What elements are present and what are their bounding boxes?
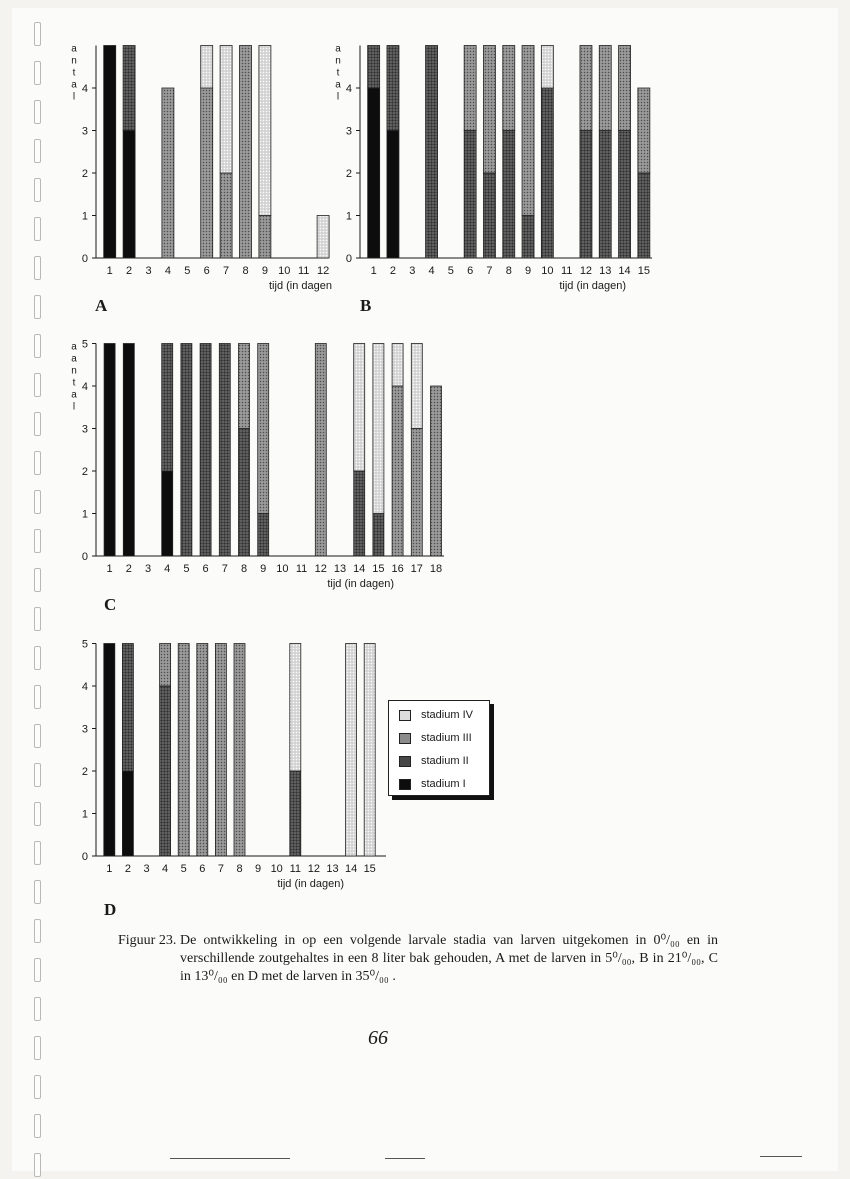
y-tick-label: 4 bbox=[81, 83, 88, 95]
binder-hole bbox=[34, 724, 41, 748]
chart-a-svg bbox=[62, 30, 352, 300]
bar-segment-stadium-ii bbox=[387, 46, 399, 131]
bar-segment-stadium-iii bbox=[197, 644, 208, 857]
binder-hole bbox=[34, 997, 41, 1021]
binder-hole bbox=[34, 1114, 41, 1138]
x-tick-label: 8 bbox=[240, 563, 248, 575]
binder-hole bbox=[34, 841, 41, 865]
bar-segment-stadium-ii bbox=[541, 88, 553, 258]
y-axis-label-char: t bbox=[72, 377, 76, 389]
bar-segment-stadium-iii bbox=[162, 88, 174, 258]
y-axis-label-char: l bbox=[72, 91, 76, 103]
y-axis-label-char: a bbox=[71, 341, 77, 353]
x-tick-label: 7 bbox=[221, 563, 228, 575]
x-tick-label: 14 bbox=[353, 563, 366, 575]
binder-hole bbox=[34, 373, 41, 397]
x-tick-label: 15 bbox=[637, 265, 650, 277]
y-tick-label: 0 bbox=[81, 851, 88, 863]
chart-b-svg bbox=[326, 30, 656, 300]
x-tick-label: 10 bbox=[270, 863, 283, 875]
x-tick-label: 2 bbox=[125, 563, 132, 575]
y-axis-label-char: n bbox=[335, 55, 341, 67]
bottom-rule-mid bbox=[385, 1158, 425, 1159]
x-tick-label: 10 bbox=[278, 265, 291, 277]
panel-label-d: D bbox=[104, 900, 117, 919]
bar-segment-stadium-i bbox=[104, 344, 115, 557]
bar-segment-stadium-iv bbox=[346, 644, 357, 857]
bar-segment-stadium-ii bbox=[162, 344, 173, 472]
x-tick-label: 14 bbox=[618, 265, 631, 277]
bar-segment-stadium-ii bbox=[123, 46, 135, 131]
bar-segment-stadium-ii bbox=[368, 46, 380, 89]
x-tick-label: 7 bbox=[217, 863, 224, 875]
x-tick-label: 18 bbox=[429, 563, 443, 575]
x-tick-label: 6 bbox=[199, 863, 206, 875]
bar-segment-stadium-i bbox=[387, 131, 399, 259]
binder-hole bbox=[34, 607, 41, 631]
x-tick-label: 8 bbox=[236, 863, 243, 875]
y-axis-label-char: a bbox=[335, 43, 341, 55]
bar-segment-stadium-iii bbox=[464, 46, 476, 131]
binder-hole bbox=[34, 22, 41, 46]
panel-label-c: C bbox=[104, 595, 117, 614]
bar-segment-stadium-ii bbox=[181, 344, 192, 557]
x-tick-label: 3 bbox=[143, 863, 150, 875]
binder-hole bbox=[34, 802, 41, 826]
x-tick-label: 5 bbox=[183, 563, 190, 575]
chart-panel-a bbox=[62, 30, 352, 300]
bar-segment-stadium-iii bbox=[580, 46, 592, 131]
x-tick-label: 11 bbox=[297, 265, 310, 277]
x-tick-label: 1 bbox=[106, 563, 113, 575]
bar-segment-stadium-iii bbox=[431, 386, 442, 556]
page-number: 66 bbox=[368, 1027, 388, 1049]
x-tick-label: 9 bbox=[261, 265, 268, 277]
x-tick-label: 12 bbox=[307, 863, 321, 875]
binder-hole bbox=[34, 256, 41, 280]
y-tick-label: 3 bbox=[345, 125, 352, 138]
y-tick-label: 3 bbox=[81, 723, 88, 736]
bar-segment-stadium-iii bbox=[619, 46, 631, 131]
bar-segment-stadium-iii bbox=[240, 46, 252, 259]
x-axis-label: tijd (in dagen) bbox=[327, 578, 394, 590]
binder-hole bbox=[34, 178, 41, 202]
binder-hole bbox=[34, 61, 41, 85]
chart-d-svg bbox=[62, 630, 402, 900]
y-tick-label: 5 bbox=[81, 338, 88, 351]
bar-segment-stadium-ii bbox=[426, 46, 438, 259]
x-tick-label: 11 bbox=[560, 265, 573, 277]
y-tick-label: 3 bbox=[81, 423, 88, 436]
bar-segment-stadium-iii bbox=[259, 216, 271, 259]
x-tick-label: 2 bbox=[126, 265, 133, 277]
x-tick-label: 17 bbox=[410, 563, 423, 575]
y-tick-label: 4 bbox=[81, 681, 88, 693]
bar-segment-stadium-i bbox=[368, 88, 380, 258]
bar-segment-stadium-ii bbox=[638, 173, 650, 258]
x-tick-label: 16 bbox=[391, 563, 404, 575]
x-tick-label: 8 bbox=[505, 265, 512, 277]
bar-segment-stadium-iii bbox=[638, 88, 650, 173]
x-tick-label: 11 bbox=[295, 563, 308, 575]
x-tick-label: 11 bbox=[289, 863, 302, 875]
x-tick-label: 7 bbox=[223, 265, 230, 277]
binder-hole bbox=[34, 568, 41, 592]
binder-hole bbox=[34, 217, 41, 241]
bar-segment-stadium-ii bbox=[373, 514, 384, 557]
x-tick-label: 5 bbox=[180, 863, 187, 875]
binder-hole bbox=[34, 958, 41, 982]
legend-label: stadium I bbox=[421, 778, 466, 790]
y-axis-label-char: t bbox=[72, 67, 76, 79]
bar-segment-stadium-iv bbox=[259, 46, 271, 216]
x-tick-label: 13 bbox=[333, 563, 347, 575]
x-tick-label: 1 bbox=[106, 265, 113, 277]
y-axis-label-char: n bbox=[71, 55, 77, 67]
bar-segment-stadium-ii bbox=[160, 686, 171, 856]
x-tick-label: 15 bbox=[363, 863, 376, 875]
binder-hole bbox=[34, 1153, 41, 1177]
x-tick-label: 4 bbox=[428, 265, 435, 277]
bar-segment-stadium-ii bbox=[354, 471, 365, 556]
bar-segment-stadium-iii bbox=[201, 88, 213, 258]
x-tick-label: 6 bbox=[202, 563, 209, 575]
y-axis-label-char: a bbox=[71, 79, 77, 91]
x-tick-label: 7 bbox=[486, 265, 493, 277]
x-tick-label: 4 bbox=[164, 265, 171, 277]
x-tick-label: 2 bbox=[389, 265, 397, 277]
bar-segment-stadium-iv bbox=[201, 46, 213, 89]
x-tick-label: 1 bbox=[106, 863, 113, 875]
binder-hole bbox=[34, 880, 41, 904]
y-axis-label-char: l bbox=[72, 401, 76, 413]
bar-segment-stadium-iv bbox=[364, 644, 375, 857]
x-tick-label: 12 bbox=[316, 265, 330, 277]
bar-segment-stadium-i bbox=[104, 46, 116, 259]
binder-hole bbox=[34, 451, 41, 475]
bar-segment-stadium-i bbox=[162, 471, 173, 556]
chart-panel-d bbox=[62, 630, 402, 900]
bar-segment-stadium-ii bbox=[122, 644, 133, 772]
bar-segment-stadium-iii bbox=[315, 344, 326, 557]
x-tick-label: 6 bbox=[203, 265, 210, 277]
bar-segment-stadium-ii bbox=[599, 131, 611, 259]
y-axis-label-char: t bbox=[336, 67, 340, 79]
binder-hole bbox=[34, 919, 41, 943]
figure-label: Figuur 23. bbox=[118, 933, 177, 948]
x-axis-label: tijd (in dagen) bbox=[559, 280, 626, 292]
binder-hole bbox=[34, 412, 41, 436]
bar-segment-stadium-iii bbox=[178, 644, 189, 857]
bar-segment-stadium-ii bbox=[258, 514, 269, 557]
bar-segment-stadium-i bbox=[123, 344, 134, 557]
bar-segment-stadium-iii bbox=[234, 644, 245, 857]
x-tick-label: 2 bbox=[124, 863, 131, 875]
y-tick-label: 1 bbox=[345, 210, 352, 223]
x-tick-label: 6 bbox=[467, 265, 474, 277]
bar-segment-stadium-ii bbox=[580, 131, 592, 259]
binder-hole bbox=[34, 490, 41, 514]
x-tick-label: 9 bbox=[260, 563, 267, 575]
panel-label-a: A bbox=[95, 296, 108, 315]
bar-segment-stadium-ii bbox=[503, 131, 515, 259]
caption-text: De ontwikkeling in op een volgende larvale stadia van larven uitgekomen in 0⁰/₀₀ en in verschillende zoutgehaltes in een 8 liter bak gehouden, A met de larven in 5⁰/₀₀, B in 21⁰/₀₀, C in 13⁰/₀₀ en D met de larven in 35⁰/₀₀ . bbox=[180, 933, 718, 984]
chart-panel-b bbox=[326, 30, 656, 300]
bar-segment-stadium-i bbox=[122, 771, 133, 856]
x-tick-label: 4 bbox=[162, 863, 169, 875]
bar-segment-stadium-iv bbox=[411, 344, 422, 429]
x-tick-label: 3 bbox=[409, 265, 416, 277]
legend-swatch bbox=[399, 710, 411, 721]
y-tick-label: 1 bbox=[81, 210, 88, 223]
x-tick-label: 8 bbox=[242, 265, 249, 277]
bar-segment-stadium-iii bbox=[258, 344, 269, 514]
bar-segment-stadium-iv bbox=[392, 344, 403, 387]
x-tick-label: 12 bbox=[579, 265, 593, 277]
bar-segment-stadium-iii bbox=[599, 46, 611, 131]
y-tick-label: 2 bbox=[81, 466, 88, 478]
y-axis-label-char: a bbox=[335, 79, 341, 91]
binder-hole bbox=[34, 685, 41, 709]
bar-segment-stadium-iii bbox=[220, 173, 232, 258]
x-tick-label: 10 bbox=[541, 265, 554, 277]
chart-panel-c bbox=[62, 330, 462, 600]
bar-segment-stadium-iv bbox=[220, 46, 232, 174]
y-tick-label: 4 bbox=[81, 381, 88, 393]
y-axis-label-char: n bbox=[71, 365, 77, 377]
binder-hole bbox=[34, 1036, 41, 1060]
x-axis-label: tijd (in dagen bbox=[269, 280, 332, 292]
chart-legend bbox=[388, 700, 490, 796]
chart-c-svg bbox=[62, 330, 462, 600]
bar-segment-stadium-iv bbox=[373, 344, 384, 514]
x-tick-label: 10 bbox=[276, 563, 289, 575]
y-axis-label-char: a bbox=[71, 43, 77, 55]
y-tick-label: 0 bbox=[345, 253, 352, 265]
binder-hole bbox=[34, 295, 41, 319]
bar-segment-stadium-ii bbox=[219, 344, 230, 557]
x-tick-label: 13 bbox=[599, 265, 612, 277]
bar-segment-stadium-iii bbox=[522, 46, 534, 216]
x-tick-label: 9 bbox=[524, 265, 532, 277]
bar-segment-stadium-ii bbox=[522, 216, 534, 259]
y-tick-label: 0 bbox=[81, 551, 88, 563]
bar-segment-stadium-iii bbox=[411, 429, 422, 557]
y-tick-label: 2 bbox=[81, 168, 88, 180]
binder-hole bbox=[34, 139, 41, 163]
bottom-rule-right bbox=[760, 1156, 802, 1157]
x-tick-label: 4 bbox=[164, 563, 171, 575]
bar-segment-stadium-ii bbox=[464, 131, 476, 259]
binder-hole bbox=[34, 529, 41, 553]
bar-segment-stadium-ii bbox=[239, 429, 250, 557]
bar-segment-stadium-iii bbox=[483, 46, 495, 174]
y-tick-label: 3 bbox=[81, 125, 88, 138]
bar-segment-stadium-iii bbox=[239, 344, 250, 429]
x-tick-label: 5 bbox=[184, 265, 191, 277]
x-tick-label: 13 bbox=[326, 863, 339, 875]
bar-segment-stadium-iii bbox=[392, 386, 403, 556]
x-tick-label: 3 bbox=[144, 563, 152, 575]
bar-segment-stadium-i bbox=[104, 644, 115, 857]
bottom-rule-left bbox=[170, 1158, 290, 1159]
bar-segment-stadium-ii bbox=[483, 173, 495, 258]
y-tick-label: 2 bbox=[345, 168, 352, 180]
x-axis-label: tijd (in dagen) bbox=[277, 878, 344, 890]
bar-segment-stadium-ii bbox=[619, 131, 631, 259]
legend-label: stadium III bbox=[421, 732, 472, 744]
binder-hole bbox=[34, 334, 41, 358]
y-tick-label: 1 bbox=[81, 808, 88, 821]
bar-segment-stadium-ii bbox=[200, 344, 211, 557]
bar-segment-stadium-iv bbox=[541, 46, 553, 89]
y-axis-label-char: a bbox=[71, 353, 77, 365]
legend-swatch bbox=[399, 756, 411, 767]
bar-segment-stadium-iv bbox=[290, 644, 301, 772]
x-tick-label: 15 bbox=[372, 563, 385, 575]
legend-label: stadium II bbox=[421, 755, 469, 767]
y-tick-label: 4 bbox=[345, 83, 352, 95]
binder-hole bbox=[34, 100, 41, 124]
bar-segment-stadium-iii bbox=[215, 644, 226, 857]
bar-segment-stadium-iii bbox=[160, 644, 171, 687]
bar-segment-stadium-i bbox=[123, 131, 135, 259]
x-tick-label: 12 bbox=[314, 563, 327, 575]
binder-hole bbox=[34, 1075, 41, 1099]
x-tick-label: 14 bbox=[344, 863, 358, 875]
x-tick-label: 1 bbox=[370, 265, 377, 277]
legend-swatch bbox=[399, 733, 411, 744]
x-tick-label: 5 bbox=[447, 265, 454, 277]
legend-label: stadium IV bbox=[421, 709, 473, 721]
bar-segment-stadium-iii bbox=[503, 46, 515, 131]
bar-segment-stadium-ii bbox=[290, 771, 301, 856]
y-tick-label: 5 bbox=[81, 638, 88, 651]
y-axis-label-char: a bbox=[71, 389, 77, 401]
x-tick-label: 3 bbox=[145, 265, 152, 277]
x-tick-label: 9 bbox=[255, 863, 262, 875]
legend-swatch bbox=[399, 779, 411, 790]
y-axis-label-char: l bbox=[336, 91, 340, 103]
bar-segment-stadium-iv bbox=[354, 344, 365, 472]
binder-hole bbox=[34, 646, 41, 670]
y-tick-label: 2 bbox=[81, 766, 88, 778]
y-tick-label: 0 bbox=[81, 253, 88, 265]
binder-hole bbox=[34, 763, 41, 787]
panel-label-b: B bbox=[360, 296, 372, 315]
y-tick-label: 1 bbox=[81, 508, 88, 521]
